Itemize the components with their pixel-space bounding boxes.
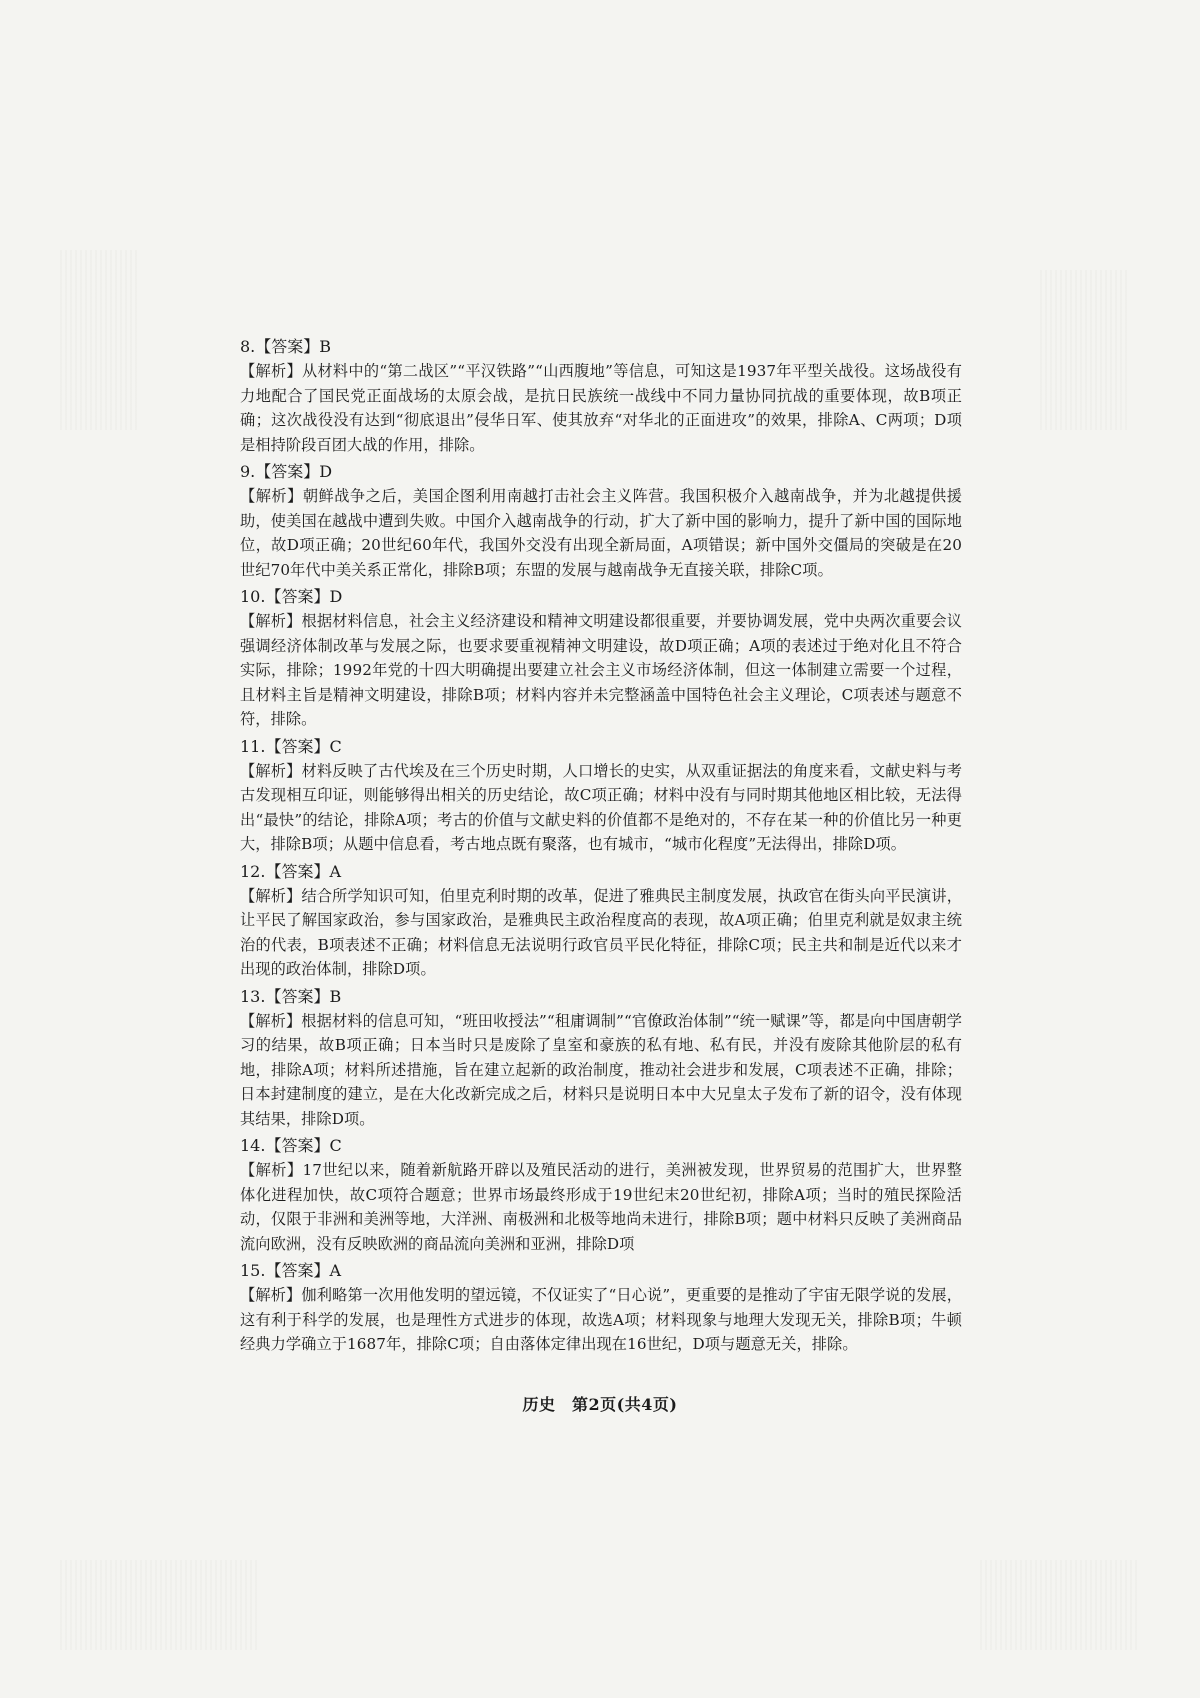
question-13: [240, 985, 962, 1132]
answer-line: 12.【答案】A: [240, 861, 342, 881]
answer-line: 8.【答案】B: [240, 337, 332, 356]
answer-line: 10.【答案】D: [240, 587, 343, 606]
question-15: [240, 1259, 962, 1357]
analysis-text: 【解析】根据材料信息，社会主义经济建设和精神文明建设都很重要，并要协调发展，党中央两次重要会议强调经济体制改革与发展之际，也要求要重视精神文明建设，故D项正确；A项的表述过于绝对化且不符合实际，排除；1992年党的十四大明确提出要建立社会主义市场经济体制，但这一体制建立需要一个过程，且材料主旨是精神文明建设，排除B项；材料内容并未完整涵盖中国特色社会主义理论，C项表述与题意不符，排除。: [240, 612, 962, 728]
page-footer: 历史 第2页(共4页): [522, 1395, 678, 1414]
question-9: [240, 460, 962, 582]
answer-line: 9.【答案】D: [240, 462, 333, 481]
scan-noise-bottom-right: [980, 1560, 1140, 1650]
scan-noise-right: [1040, 270, 1130, 430]
analysis-text: 【解析】材料反映了古代埃及在三个历史时期，人口增长的史实，从双重证据法的角度来看，文献史料与考古发现相互印证，则能够得出相关的历史结论，故C项正确；材料中没有与同时期其他地区相比较，无法得出“最快”的结论，排除A项；考古的价值与文献史料的价值都不是绝对的，不存在某一种的价值比另一种更大，排除B项；从题中信息看，考古地点既有聚落，也有城市，“城市化程度”无法得出，排除D项。: [240, 761, 962, 853]
question-8: [240, 335, 962, 457]
analysis-text: 【解析】17世纪以来，随着新航路开辟以及殖民活动的进行，美洲被发现，世界贸易的范围扩大，世界整体化进程加快，故C项符合题意；世界市场最终形成于19世纪末20世纪初，排除A项；当时的殖民探险活动，仅限于非洲和美洲等地，大洋洲、南极洲和北极等地尚未进行，排除B项；题中材料只反映了美洲商品流向欧洲，没有反映欧洲的商品流向美洲和亚洲，排除D项: [240, 1161, 962, 1253]
answer-line: 11.【答案】C: [240, 736, 342, 756]
answer-line: 13.【答案】B: [240, 986, 342, 1006]
question-11: [240, 735, 962, 857]
analysis-text: 【解析】从材料中的“第二战区”“平汉铁路”“山西腹地”等信息，可知这是1937年平型关战役。这场战役有力地配合了国民党正面战场的太原会战，是抗日民族统一战线中不同力量协同抗战的重要体现，故B项正确；这次战役没有达到“彻底退出”侵华日军、使其放弃“对华北的正面进攻”的效果，排除A、C两项；D项是相持阶段百团大战的作用，排除。: [240, 362, 962, 454]
answer-key-content: [240, 335, 962, 1360]
answer-line: 15.【答案】A: [240, 1261, 342, 1280]
analysis-text: 【解析】朝鲜战争之后，美国企图利用南越打击社会主义阵营。我国积极介入越南战争，并为北越提供援助，使美国在越战中遭到失败。中国介入越南战争的行动，扩大了新中国的影响力，提升了新中国的国际地位，故D项正确；20世纪60年代，我国外交没有出现全新局面，A项错误；新中国外交僵局的突破是在20世纪70年代中美关系正常化，排除B项；东盟的发展与越南战争无直接关联，排除C项。: [240, 487, 962, 579]
question-12: [240, 860, 962, 982]
scan-noise-left: [60, 250, 140, 430]
question-14: [240, 1134, 962, 1256]
question-10: [240, 585, 962, 732]
analysis-text: 【解析】根据材料的信息可知，“班田收授法”“租庸调制”“官僚政治体制”“统一赋课”等，都是向中国唐朝学习的结果，故B项正确；日本当时只是废除了皇室和豪族的私有地、私有民，并没有废除其他阶层的私有地，排除A项；材料所述措施，旨在建立起新的政治制度，推动社会进步和发展，C项表述不正确，排除；日本封建制度的建立，是在大化改新完成之后，材料只是说明日本中大兄皇太子发布了新的诏令，没有体现其结果，排除D项。: [240, 1011, 962, 1128]
scan-noise-bottom-left: [60, 1560, 260, 1650]
answer-line: 14.【答案】C: [240, 1136, 342, 1155]
analysis-text: 【解析】结合所学知识可知，伯里克利时期的改革，促进了雅典民主制度发展，执政官在街头向平民演讲，让平民了解国家政治，参与国家政治，是雅典民主政治程度高的表现，故A项正确；伯里克利就是奴隶主统治的代表，B项表述不正确；材料信息无法说明行政官员平民化特征，排除C项；民主共和制是近代以来才出现的政治体制，排除D项。: [240, 886, 962, 978]
analysis-text: 【解析】伽利略第一次用他发明的望远镜，不仅证实了“日心说”，更重要的是推动了宇宙无限学说的发展，这有利于科学的发展，也是理性方式进步的体现，故选A项；材料现象与地理大发现无关，排除B项；牛顿经典力学确立于1687年，排除C项；自由落体定律出现在16世纪，D项与题意无关，排除。: [240, 1286, 962, 1353]
